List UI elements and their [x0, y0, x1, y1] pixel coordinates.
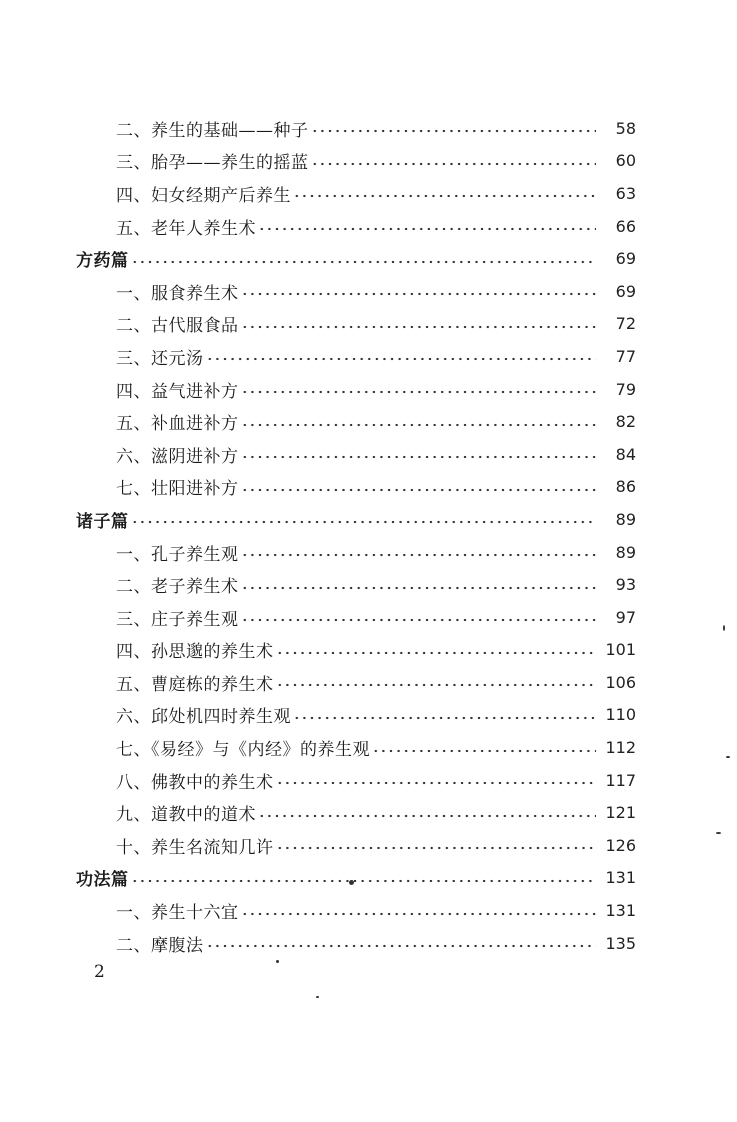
- toc-entry-title: 二、养生的基础——种子: [116, 120, 309, 141]
- toc-item: [0, 927, 636, 960]
- dot-leader: [241, 455, 597, 459]
- toc-item: [0, 210, 636, 243]
- toc-entry-page: 63: [615, 183, 636, 203]
- toc-entry-title: 五、补血进补方: [116, 414, 239, 435]
- toc-entry-title: 三、还元汤: [116, 348, 204, 369]
- toc-entry-page: 69: [615, 281, 636, 301]
- toc-item: [0, 112, 636, 145]
- toc-entry-page: 97: [615, 607, 636, 627]
- toc-entry-page: 58: [615, 118, 636, 138]
- dot-leader: [241, 618, 597, 622]
- toc-entry-page: 77: [615, 346, 636, 366]
- toc-entry-page: 131: [605, 868, 636, 888]
- toc-entry-title: 一、服食养生术: [116, 283, 239, 304]
- toc-entry-title: 二、老子养生术: [116, 577, 239, 598]
- dot-leader: [311, 129, 597, 133]
- scan-speck: [316, 996, 319, 998]
- dot-leader: [241, 423, 597, 427]
- toc-item: [0, 699, 636, 732]
- dot-leader: [241, 488, 597, 492]
- dot-leader: [131, 260, 597, 264]
- scan-speck: [716, 832, 721, 834]
- toc-entry-title: 十、养生名流知几许: [116, 837, 274, 858]
- toc-entry-page: 72: [615, 314, 636, 334]
- toc-section: [0, 242, 636, 275]
- toc-entry-title: 诸子篇: [76, 511, 129, 532]
- dot-leader: [241, 586, 597, 590]
- toc-entry-title: 七、《易经》与《内经》的养生观: [116, 740, 370, 761]
- dot-leader: [311, 162, 597, 166]
- toc-item: [0, 373, 636, 406]
- toc-entry-title: 四、益气进补方: [116, 381, 239, 402]
- toc-item: [0, 666, 636, 699]
- toc-item: [0, 275, 636, 308]
- toc-entry-page: 86: [615, 477, 636, 497]
- scan-speck: [349, 880, 354, 885]
- toc-entry-page: 69: [615, 249, 636, 269]
- toc-entry-title: 九、道教中的道术: [116, 805, 256, 826]
- toc-entry-page: 101: [605, 640, 636, 660]
- dot-leader: [131, 520, 597, 524]
- toc-entry-title: 六、滋阴进补方: [116, 446, 239, 467]
- toc-entry-title: 一、养生十六宜: [116, 903, 239, 924]
- toc-entry-title: 八、佛教中的养生术: [116, 772, 274, 793]
- toc-entry-page: 60: [615, 151, 636, 171]
- toc-section: [0, 862, 636, 895]
- scan-speck: [726, 756, 730, 758]
- toc-item: [0, 536, 636, 569]
- toc-item: [0, 438, 636, 471]
- toc-entry-page: 110: [605, 705, 636, 725]
- dot-leader: [131, 879, 597, 883]
- dot-leader: [241, 325, 597, 329]
- toc-item: [0, 405, 636, 438]
- toc-entry-page: 89: [615, 542, 636, 562]
- toc-item: [0, 634, 636, 667]
- dot-leader: [241, 292, 597, 296]
- toc-item: [0, 568, 636, 601]
- toc-entry-page: 131: [605, 901, 636, 921]
- toc-item: [0, 601, 636, 634]
- dot-leader: [293, 716, 596, 720]
- dot-leader: [293, 194, 596, 198]
- toc-item: [0, 471, 636, 504]
- dot-leader: [241, 912, 597, 916]
- toc-item: [0, 731, 636, 764]
- toc-entry-title: 三、胎孕——养生的摇蓝: [116, 153, 309, 174]
- toc-entry-title: 三、庄子养生观: [116, 609, 239, 630]
- scan-speck: [723, 625, 725, 631]
- toc-item: [0, 145, 636, 178]
- dot-leader: [276, 651, 597, 655]
- toc-entry-page: 84: [615, 444, 636, 464]
- toc-entry-page: 93: [615, 575, 636, 595]
- toc-entry-page: 89: [615, 509, 636, 529]
- toc-entry-title: 方药篇: [76, 251, 129, 272]
- dot-leader: [241, 553, 597, 557]
- toc-item: [0, 796, 636, 829]
- page-number: 2: [94, 962, 105, 982]
- dot-leader: [372, 749, 596, 753]
- toc-entry-title: 五、曹庭栋的养生术: [116, 674, 274, 695]
- toc-item: [0, 177, 636, 210]
- toc-entry-title: 一、孔子养生观: [116, 544, 239, 565]
- dot-leader: [276, 683, 597, 687]
- toc-entry-page: 112: [605, 738, 636, 758]
- toc-entry-page: 106: [605, 672, 636, 692]
- toc-entry-title: 二、摩腹法: [116, 935, 204, 956]
- toc-entry-page: 126: [605, 835, 636, 855]
- toc-entry-page: 82: [615, 412, 636, 432]
- toc-entry-page: 79: [615, 379, 636, 399]
- scan-speck: [276, 960, 279, 963]
- toc-entry-page: 121: [605, 803, 636, 823]
- toc-entry-title: 四、孙思邈的养生术: [116, 642, 274, 663]
- toc-item: [0, 340, 636, 373]
- dot-leader: [206, 944, 597, 948]
- toc-entry-title: 六、邱处机四时养生观: [116, 707, 291, 728]
- toc-entry-title: 二、古代服食品: [116, 316, 239, 337]
- toc-item: [0, 764, 636, 797]
- dot-leader: [276, 846, 597, 850]
- toc-item: [0, 308, 636, 341]
- dot-leader: [258, 227, 596, 231]
- toc-entry-page: 66: [615, 216, 636, 236]
- toc-entry-title: 功法篇: [76, 870, 129, 891]
- table-of-contents: [0, 112, 737, 959]
- toc-entry-page: 135: [605, 933, 636, 953]
- toc-section: [0, 503, 636, 536]
- dot-leader: [276, 781, 597, 785]
- toc-entry-title: 七、壮阳进补方: [116, 479, 239, 500]
- toc-entry-title: 五、老年人养生术: [116, 218, 256, 239]
- toc-entry-title: 四、妇女经期产后养生: [116, 185, 291, 206]
- toc-item: [0, 894, 636, 927]
- toc-entry-page: 117: [605, 770, 636, 790]
- dot-leader: [206, 357, 597, 361]
- toc-item: [0, 829, 636, 862]
- dot-leader: [241, 390, 597, 394]
- dot-leader: [258, 814, 596, 818]
